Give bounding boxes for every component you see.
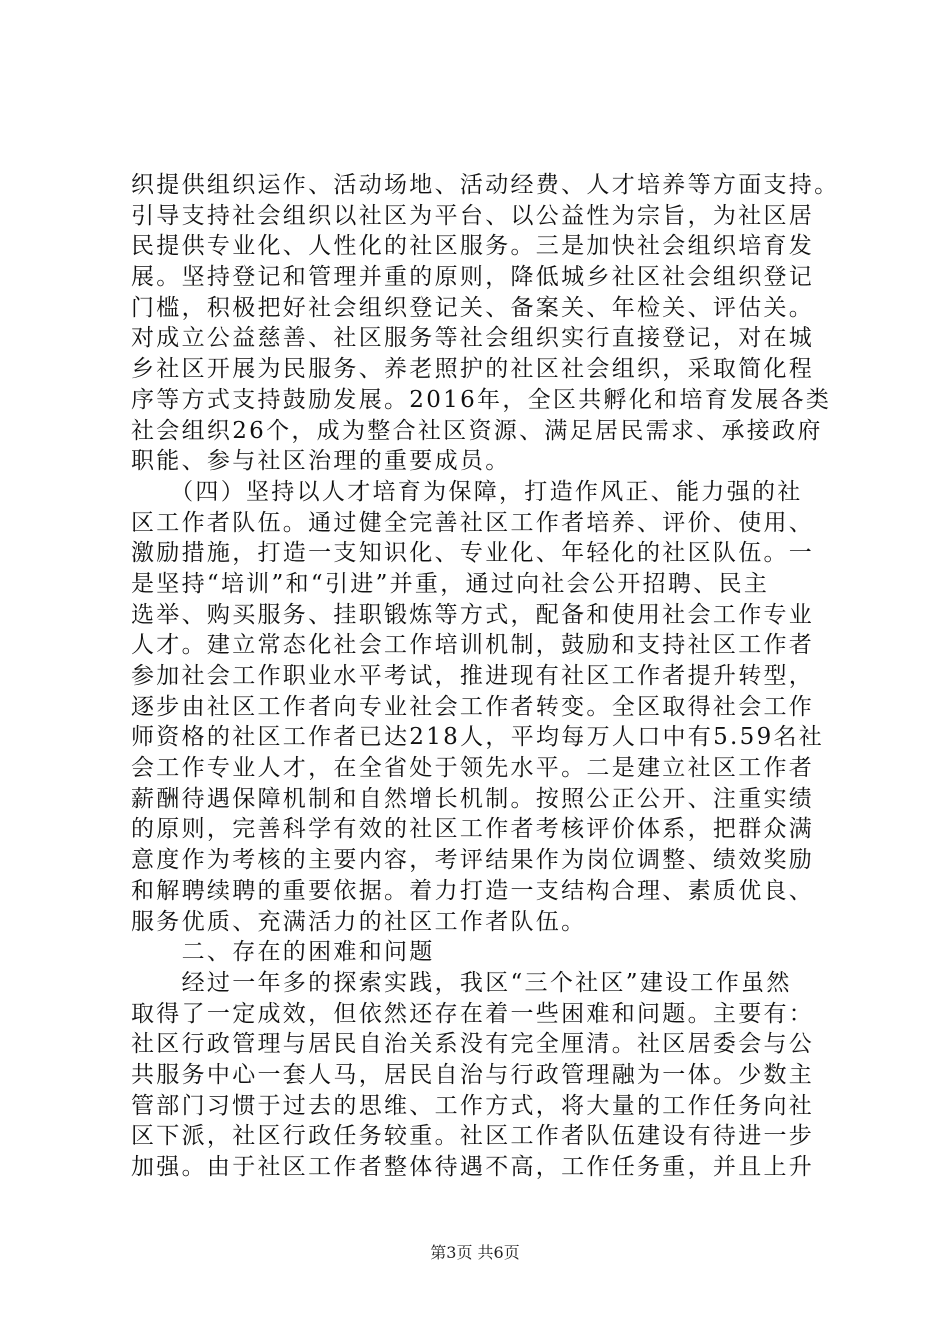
text-line: 逐步由社区工作者向专业社会工作者转变。全区取得社会工作 (131, 693, 815, 720)
text-line: 社会组织26个，成为整合社区资源、满足居民需求、承接政府 (131, 417, 823, 444)
text-line: 和解聘续聘的重要依据。着力打造一支结构合理、素质优良、 (131, 877, 815, 904)
text-line: （四）坚持以人才培育为保障，打造作风正、能力强的社 (131, 478, 803, 505)
text-line: 管部门习惯于过去的思维、工作方式，将大量的工作任务向社 (131, 1092, 815, 1119)
text-line: 共服务中心一套人马，居民自治与行政管理融为一体。少数主 (131, 1061, 815, 1088)
text-line: 师资格的社区工作者已达218人，平均每万人口中有5.59名社 (131, 724, 825, 751)
text-line: 序等方式支持鼓励发展。2016年，全区共孵化和培育发展各类 (131, 386, 832, 413)
text-line: 职能、参与社区治理的重要成员。 (131, 448, 511, 475)
text-line: 选举、购买服务、挂职锻炼等方式，配备和使用社会工作专业 (131, 601, 815, 628)
text-line: 织提供组织运作、活动场地、活动经费、人才培养等方面支持。 (131, 172, 840, 198)
text-line: 会工作专业人才，在全省处于领先水平。二是建立社区工作者 (131, 755, 815, 782)
text-line: 参加社会工作职业水平考试，推进现有社区工作者提升转型， (131, 663, 815, 689)
text-line: 门槛，积极把好社会组织登记关、备案关、年检关、评估关。 (131, 294, 815, 321)
text-line: 的原则，完善科学有效的社区工作者考核评价体系，把群众满 (131, 816, 815, 843)
text-line: 取得了一定成效，但依然还存在着一些困难和问题。主要有： (131, 1000, 815, 1027)
text-line: 薪酬待遇保障机制和自然增长机制。按照公正公开、注重实绩 (131, 785, 815, 812)
text-line: 引导支持社会组织以社区为平台、以公益性为宗旨，为社区居 (131, 202, 815, 229)
section-heading: 二、存在的困难和问题 (131, 939, 435, 966)
text-line: 展。坚持登记和管理并重的原则，降低城乡社区社会组织登记 (131, 264, 815, 291)
body-text (131, 170, 840, 1183)
text-line: 经过一年多的探索实践，我区“三个社区”建设工作虽然 (131, 969, 792, 996)
page-footer: 第3页 共6页 (430, 1243, 520, 1262)
text-line: 意度作为考核的主要内容，考评结果作为岗位调整、绩效奖励 (131, 847, 815, 874)
text-line: 是坚持“培训”和“引进”并重，通过向社会公开招聘、民主 (131, 570, 770, 597)
text-line: 区工作者队伍。通过健全完善社区工作者培养、评价、使用、 (131, 509, 815, 536)
text-line: 服务优质、充满活力的社区工作者队伍。 (131, 908, 587, 935)
text-line: 人才。建立常态化社会工作培训机制，鼓励和支持社区工作者 (131, 632, 815, 659)
text-line: 加强。由于社区工作者整体待遇不高，工作任务重，并且上升 (131, 1154, 815, 1180)
text-line: 乡社区开展为民服务、养老照护的社区社会组织，采取简化程 (131, 356, 815, 383)
text-line: 民提供专业化、人性化的社区服务。三是加快社会组织培育发 (131, 233, 815, 260)
text-line: 区下派，社区行政任务较重。社区工作者队伍建设有待进一步 (131, 1123, 815, 1150)
text-line: 激励措施，打造一支知识化、专业化、年轻化的社区队伍。一 (131, 540, 815, 567)
text-line: 社区行政管理与居民自治关系没有完全厘清。社区居委会与公 (131, 1031, 815, 1058)
text-line: 对成立公益慈善、社区服务等社会组织实行直接登记，对在城 (131, 325, 815, 352)
